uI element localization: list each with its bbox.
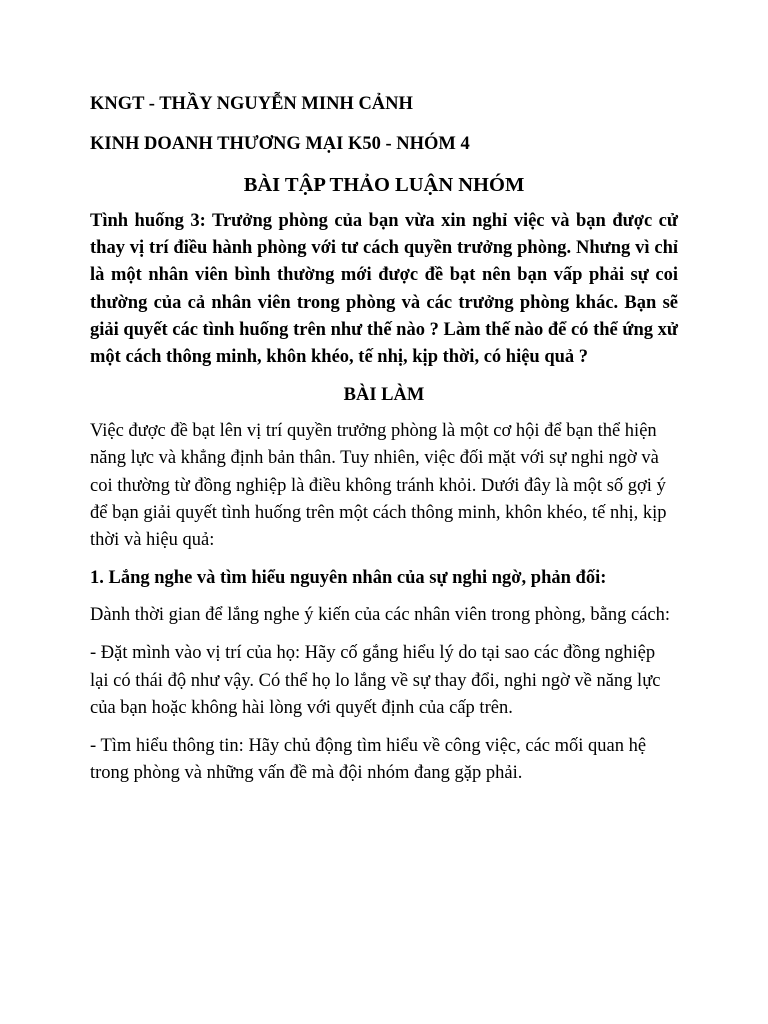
document-page [90, 92, 678, 798]
answer-title: BÀI LÀM [343, 385, 425, 406]
situation-paragraph: Tình huống 3: Trưởng phòng của bạn vừa xin nghỉ việc và bạn được cử thay vị trí điều hành phòng với tư cách quyền trưởng phòng. Nhưng vì chỉ là một nhân viên bình thường mới được đề bạt nên bạn vấp phải sự coi thường của cả nhân viên trong phòng và các trưởng phòng khác. Bạn sẽ giải quyết các tình huống trên như thế nào ? Làm thế nào để có thể ứng xử một cách thông minh, khôn khéo, tế nhị, kịp thời, có hiệu quả ? [90, 211, 678, 368]
section-1-point-1: - Đặt mình vào vị trí của họ: Hãy cố gắng hiểu lý do tại sao các đồng nghiệp lại có thái độ như vậy. Có thể họ lo lắng về sự thay đổi, nghi ngờ về năng lực của bạn hoặc không hài lòng với quyết định của cấp trên. [90, 643, 661, 718]
course-header: KNGT - THẦY NGUYỄN MINH CẢNH [90, 94, 413, 114]
section-1-heading: 1. Lắng nghe và tìm hiểu nguyên nhân của sự nghi ngờ, phản đối: [90, 568, 607, 589]
section-1-point-2: - Tìm hiểu thông tin: Hãy chủ động tìm hiểu về công việc, các mối quan hệ trong phòng và những vấn đề mà đội nhóm đang gặp phải. [90, 736, 647, 784]
section-1-intro: Dành thời gian để lắng nghe ý kiến của các nhân viên trong phòng, bằng cách: [90, 605, 671, 626]
document-title: BÀI TẬP THẢO LUẬN NHÓM [243, 174, 525, 196]
intro-paragraph: Việc được đề bạt lên vị trí quyền trưởng phòng là một cơ hội để bạn thể hiện năng lực và khẳng định bản thân. Tuy nhiên, việc đối mặt với sự nghi ngờ và coi thường từ đồng nghiệp là điều không tránh khỏi. Dưới đây là một số gợi ý để bạn giải quyết tình huống trên một cách thông minh, khôn khéo, tế nhị, kịp thời và hiệu quả: [90, 421, 667, 551]
class-group-header: KINH DOANH THƯƠNG MẠI K50 - NHÓM 4 [90, 134, 470, 154]
